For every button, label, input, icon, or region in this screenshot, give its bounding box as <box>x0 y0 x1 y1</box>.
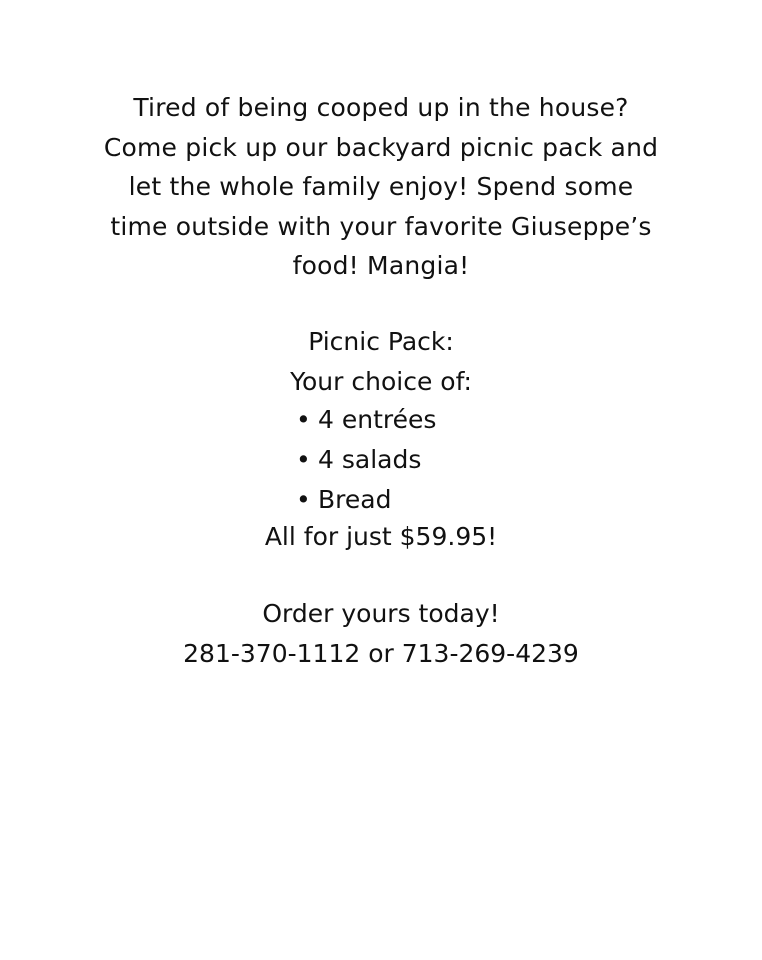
list-item <box>296 440 436 480</box>
list-item <box>296 480 436 520</box>
list-item <box>296 400 436 440</box>
bullet-icon: • <box>296 405 311 434</box>
list-item-label: 4 salads <box>318 445 422 474</box>
price-line: All for just $59.95! <box>264 522 498 551</box>
intro-line: Tired of being cooped up in the house? <box>133 93 629 122</box>
intro-line: food! Mangia! <box>292 251 470 280</box>
order-section <box>0 594 762 674</box>
intro-paragraph <box>0 88 762 286</box>
order-cta: Order yours today! <box>262 599 500 628</box>
pack-title: Picnic Pack: <box>308 327 454 356</box>
list-item-label: Bread <box>318 485 392 514</box>
phone-numbers: 281-370-1112 or 713-269-4239 <box>183 639 579 668</box>
bullet-icon: • <box>296 445 311 474</box>
picnic-pack-heading <box>0 322 762 401</box>
intro-line: Come pick up our backyard picnic pack and <box>103 132 659 162</box>
bullet-icon: • <box>296 485 311 514</box>
list-item-label: 4 entrées <box>318 405 437 434</box>
pack-subtitle: Your choice of: <box>290 366 472 396</box>
pack-items-list <box>296 400 436 520</box>
intro-line: time outside with your favorite Giuseppe’s <box>110 211 652 241</box>
intro-line: let the whole family enjoy! Spend some <box>128 172 634 201</box>
